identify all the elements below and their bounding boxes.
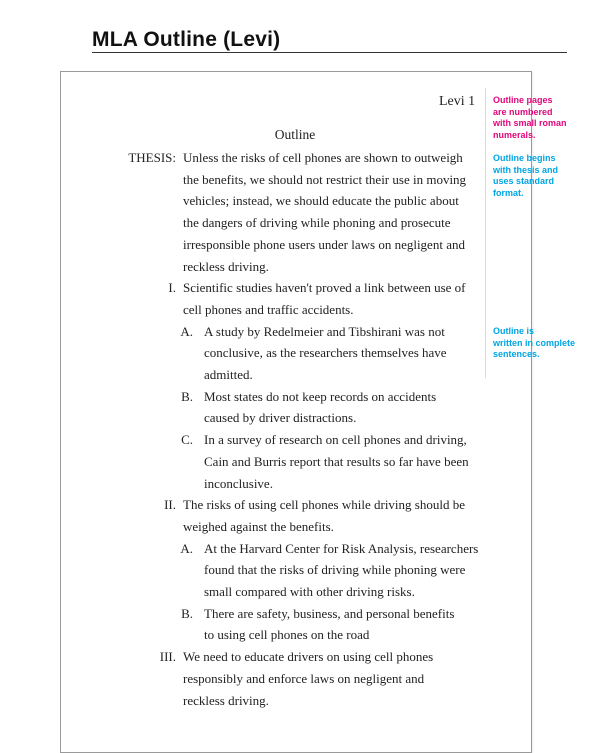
outline-body xyxy=(0,147,600,711)
annotation-thesis-format: Outline begins with thesis and uses standard format. xyxy=(493,153,559,198)
section-numeral: I. xyxy=(168,280,176,296)
section-text: Scientific studies haven't proved a link between use of cell phones and traffic accidents. xyxy=(183,280,466,317)
subpoint-letter: B. xyxy=(181,605,193,621)
subpoint-text: Most states do not keep records on accidents caused by driver distractions. xyxy=(204,388,437,426)
document-title: MLA Outline (Levi) xyxy=(92,28,281,51)
section-text: The risks of using cell phones while driving should be weighed against the benefits. xyxy=(183,497,465,534)
outline-section-1 xyxy=(0,277,600,320)
title-divider xyxy=(92,52,567,53)
annotation-complete-sentences: Outline is written in complete sentences. xyxy=(493,326,576,359)
subpoint-letter: A. xyxy=(180,323,193,339)
subpoint-text: A study by Redelmeier and Tibshirani was not conclusive, as the researchers themselves have admitted. xyxy=(204,323,447,383)
outline-subpoint xyxy=(0,386,600,429)
section-numeral: III. xyxy=(159,649,176,665)
thesis-label: THESIS: xyxy=(128,150,176,165)
subpoint-letter: A. xyxy=(180,540,193,556)
page-header: Levi 1 xyxy=(439,94,476,109)
outline-subpoint xyxy=(0,603,600,646)
outline-section-3 xyxy=(0,646,600,711)
section-numeral: II. xyxy=(164,497,176,513)
subpoint-text: In a survey of research on cell phones and driving, Cain and Burris report that results so far have been inconclusive. xyxy=(204,432,469,491)
section-text: We need to educate drivers on using cell phones responsibly and enforce laws on negligent and reckless driving. xyxy=(183,649,434,708)
outline-heading: Outline xyxy=(274,127,316,142)
outline-subpoint xyxy=(0,429,600,494)
annotation-roman-numerals: Outline pages are numbered with small roman numerals. xyxy=(493,95,567,140)
subpoint-text: There are safety, business, and personal benefits to using cell phones on the road xyxy=(204,605,455,643)
subpoint-letter: C. xyxy=(181,432,193,448)
subpoint-letter: B. xyxy=(181,388,193,404)
subpoint-text: At the Harvard Center for Risk Analysis, researchers found that the risks of driving while phoning were small compared with other driving risks. xyxy=(204,540,479,600)
outline-subpoint xyxy=(0,538,600,603)
thesis-text: Unless the risks of cell phones are shown to outweigh the benefits, we should not restrict their use in moving vehicles; instead, we should educate the public about the dangers of driving while phoning and prosecute irresponsible phone users under laws on negligent and reckless driving. xyxy=(183,150,467,274)
outline-section-2 xyxy=(0,494,600,537)
